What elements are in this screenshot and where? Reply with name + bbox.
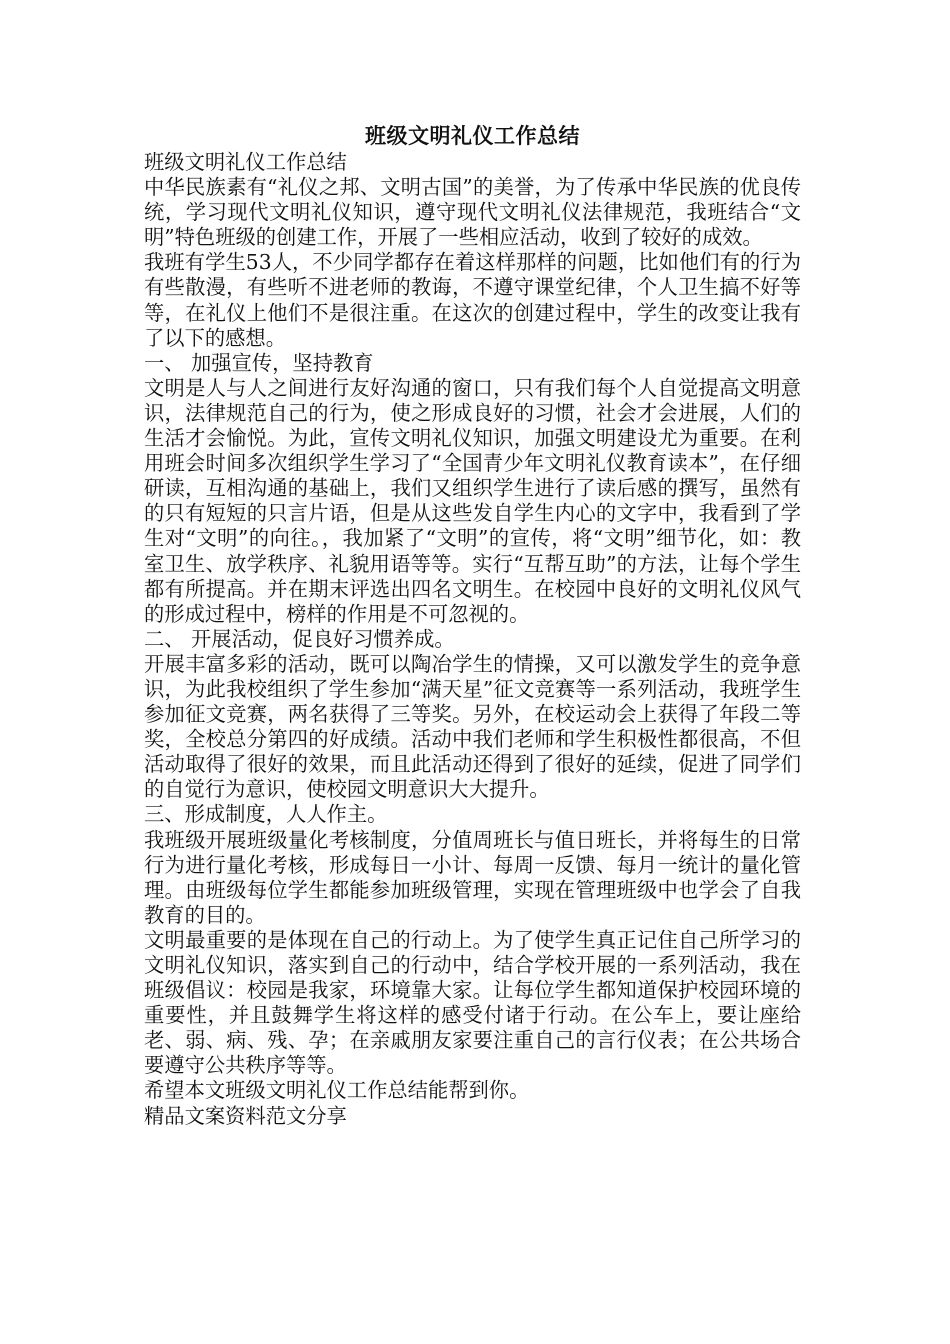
section-heading-3: 三、形成制度，人人作主。 (144, 802, 388, 827)
paragraph-section-2: 开展丰富多彩的活动，既可以陶冶学生的情操，又可以激发学生的竞争意识，为此我校组织了学生参加“满天星”征文竞赛等一系列活动，我班学生参加征文竞赛，两名获得了三等奖。另外，在校运动会上获得了年段二等奖，全校总分第四的好成绩。活动中我们老师和学生积极性都很高，不但活动取得了很好的效果，而且此活动还得到了很好的延续，促进了同学们的自觉行为意识，使校园文明意识大大提升。 (144, 651, 801, 802)
document-title: 班级文明礼仪工作总结 (365, 124, 580, 148)
section-heading-1: 一、 加强宣传，坚持教育 (144, 350, 374, 375)
paragraph-class-situation: 我班有学生53人，不少同学都存在着这样那样的问题，比如他们有的行为有些散漫，有些听不进老师的教诲，不遵守课堂纪律，个人卫生搞不好等等，在礼仪上他们不是很注重。在这次的创建过程中，学生的改变让我有了以下的感想。 (144, 250, 801, 350)
paragraph-section-3: 我班级开展班级量化考核制度，分值周班长与值日班长，并将每生的日常行为进行量化考核，形成每日一小计、每周一反馈、每月一统计的量化管理。由班级每位学生都能参加班级管理，实现在管理班级中也学会了自我教育的目的。 (144, 827, 801, 927)
paragraph-action: 文明最重要的是体现在自己的行动上。为了使学生真正记住自己所学习的文明礼仪知识，落实到自己的行动中，结合学校开展的一系列活动，我在班级倡议：校园是我家，环境靠大家。让每位学生都知道保护校园环境的重要性，并且鼓舞学生将这样的感受付诸于行动。在公车上，要让座给老、弱、病、残、孕；在亲戚朋友家要注重自己的言行仪表；在公共场合要遵守公共秩序等等。 (144, 927, 801, 1078)
paragraph-closing: 希望本文班级文明礼仪工作总结能帮到你。 (144, 1078, 530, 1103)
section-heading-2: 二、 开展活动，促良好习惯养成。 (144, 626, 455, 651)
document-body (144, 122, 801, 1129)
paragraph-section-1: 文明是人与人之间进行友好沟通的窗口，只有我们每个人自觉提高文明意识，法律规范自己的行为，使之形成良好的习惯，社会才会进展，人们的生活才会愉悦。为此，宣传文明礼仪知识，加强文明建设尤为重要。在利用班会时间多次组织学生学习了“全国青少年文明礼仪教育读本”，在仔细研读，互相沟通的基础上，我们又组织学生进行了读后感的撰写，虽然有的只有短短的只言片语，但是从这些发自学生内心的文字中，我看到了学生对“文明”的向往。，我加紧了“文明”的宣传，将“文明”细节化，如：教室卫生、放学秩序、礼貌用语等等。实行“互帮互助”的方法，让每个学生都有所提高。并在期末评选出四名文明生。在校园中良好的文明礼仪风气的形成过程中，榜样的作用是不可忽视的。 (144, 375, 801, 626)
paragraph-intro: 中华民族素有“礼仪之邦、文明古国”的美誉，为了传承中华民族的优良传统，学习现代文明礼仪知识，遵守现代文明礼仪法律规范，我班结合“文明”特色班级的创建工作，开展了一些相应活动，收到了较好的成效。 (144, 175, 801, 250)
paragraph-footer: 精品文案资料范文分享 (144, 1103, 347, 1128)
paragraph-subtitle: 班级文明礼仪工作总结 (144, 150, 347, 174)
